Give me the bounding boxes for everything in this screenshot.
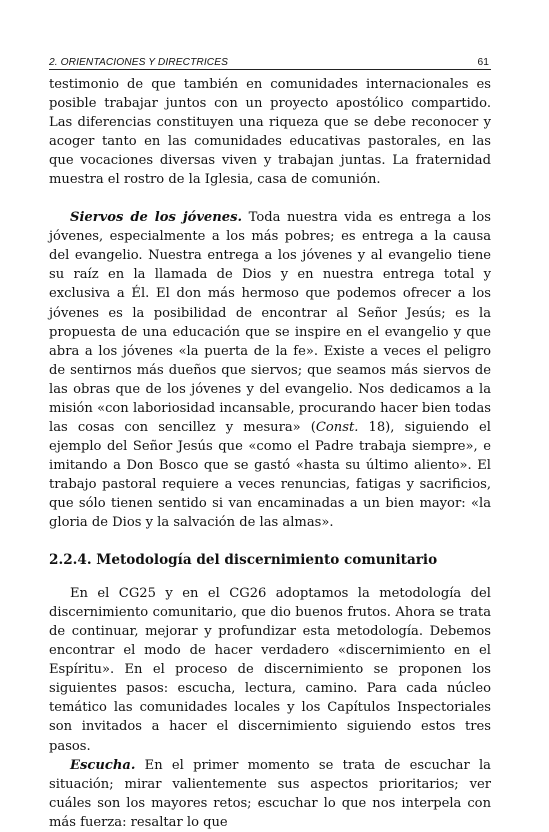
paragraph-listening (49, 756, 491, 832)
paragraph-methodology: En el CG25 y en el CG26 adoptamos la metodología del discernimiento comunitario, que dio buenos frutos. Ahora se trata de continuar, mejorar y profundizar esta metodología. Debemos encontrar el modo de hacer verdadero «discernimiento en el Espíritu». En el proceso de discernimiento se proponen los siguientes pasos: escucha, lectura, camino. Para cada núcleo temático las comunidades locales y los Capítulos Inspectoriales son invitados a hacer el discernimiento siguiendo estos tres pasos. (49, 586, 491, 754)
citation-const: Const. (315, 419, 359, 435)
paragraph-text: Toda nuestra vida es entrega a los jóvenes, especialmente a los más pobres; es entrega a la causa del evangelio. Nuestra entrega a los jóvenes y al evangelio tiene su raíz en la llamada de Dios y en nuestra entrega total y exclusiva a Él. El don más hermoso que podemos ofrecer a los jóvenes es la posibilidad de encontrar al Señor Jesús; es la propuesta de una educación que se inspire en el evangelio y que abra a los jóvenes «la puerta de la fe». Existe a veces el peligro de sentirnos más dueños que siervos; que seamos más siervos de las obras que de los jóvenes y del evangelio. Nos dedicamos a la misión «con laboriosidad incansable, procurando hacer bien todas las cosas con sencillez y mesura» ( (49, 210, 491, 435)
paragraph-text: En el primer momento se trata de escuchar la situación; mirar valientemente sus aspectos prioritarios; ver cuáles son los mayores retos; escuchar lo que nos interpela con más fuerza: resaltar lo que (49, 757, 491, 830)
chapter-title: 2. ORIENTACIONES Y DIRECTRICES (49, 57, 229, 68)
page-number: 61 (477, 57, 489, 68)
paragraph-servants (49, 208, 491, 532)
paragraph-text: 18), siguiendo el ejemplo del Señor Jesús que «como el Padre trabaja siempre», e imitando a Don Bosco que se gastó «hasta su último aliento». El trabajo pastoral requiere a veces renuncias, fatigas y sacrificios, que sólo tienen sentido si van encaminadas a un bien mayor: «la gloria de Dios y la salvación de las almas». (49, 419, 491, 531)
paragraph-lead: Siervos de los jóvenes. (70, 210, 243, 226)
paragraph-lead: Escucha. (70, 757, 136, 773)
page-body (49, 75, 491, 832)
header-rule (49, 69, 491, 70)
section-heading: 2.2.4. Metodología del discernimiento comunitario (49, 552, 438, 569)
running-header (49, 54, 489, 68)
paragraph-fraternity: testimonio de que también en comunidades internacionales es posible trabajar juntos con un proyecto apostólico compartido. Las diferencias constituyen una riqueza que se debe reconocer y acoger tanto en las comunidades educativas pastorales, en las que vocaciones diversas viven y trabajan juntas. La fraternidad muestra el rostro de la Iglesia, casa de comunión. (49, 77, 491, 188)
